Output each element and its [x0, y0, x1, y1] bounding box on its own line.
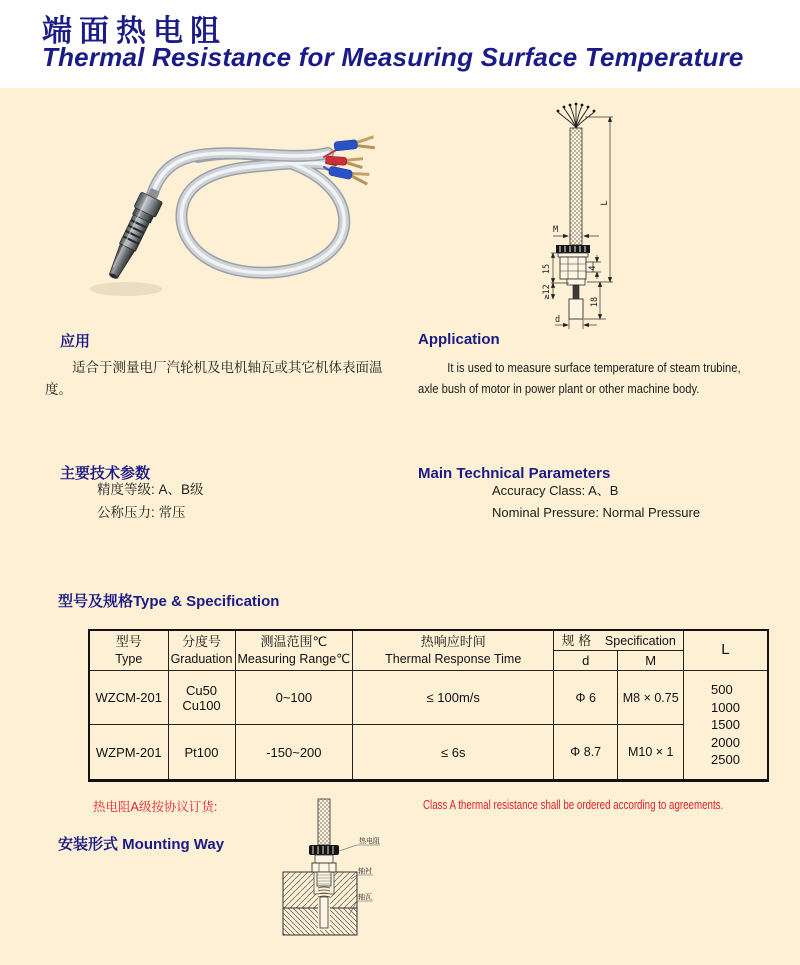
graduation-line1: Pt100 [184, 744, 219, 760]
dim-label-l: L [600, 200, 610, 206]
application-body-en-line1: It is used to measure surface temperature of steam trubine, [447, 360, 741, 375]
nominal-pressure-zh: 公称压力: 常压 [97, 505, 186, 520]
col-header-range-en: Measuring Range℃ [237, 651, 351, 666]
l-value: 500 [711, 682, 733, 698]
product-photo [88, 105, 388, 315]
dimension-drawing [495, 95, 695, 330]
probe [102, 185, 167, 284]
application-heading-zh: 应用 [60, 333, 91, 350]
col-header-l: L [684, 630, 768, 671]
col-header-spec-zh: 规 格 [561, 632, 592, 648]
col-header-response-en: Thermal Response Time [385, 651, 522, 666]
order-note-en: Class A thermal resistance shall be ordered according to agreements. [423, 798, 724, 812]
photo-shadow [90, 282, 162, 296]
application-heading-en: Application [418, 331, 500, 348]
cell-m: M8 × 0.75 [618, 671, 684, 725]
label-bearing: 轴瓦 [358, 894, 372, 901]
col-header-graduation-en: Graduation [170, 651, 233, 666]
cell-type: WZCM-201 [89, 671, 168, 725]
dim-label-d: d [555, 315, 561, 325]
graduation-line1: Cu50 [185, 682, 218, 698]
order-note-zh: 热电阻A级按协议订货: [93, 800, 218, 814]
col-header-spec-en: Specification [604, 633, 676, 648]
parameters-list-en [418, 480, 700, 524]
lead-wires [557, 103, 596, 128]
col-header-response-zh: 热响应时间 [420, 634, 486, 650]
dim-label-4: 4 [588, 265, 598, 271]
dim-label-18: 18 [590, 296, 600, 308]
spec-heading: 型号及规格Type & Specification [58, 593, 280, 610]
nominal-pressure-en: Nominal Pressure: Normal Pressure [492, 505, 701, 520]
l-value: 1000 [711, 699, 740, 715]
cell-response: ≤ 6s [353, 725, 554, 781]
col-header-d: d [554, 651, 618, 671]
label-rtd: 热电阻 [359, 838, 380, 845]
label-bushing: 轴衬 [358, 868, 372, 875]
cell-m: M10 × 1 [618, 725, 684, 781]
graduation-line2: Cu100 [182, 697, 221, 713]
application-body-en [418, 357, 741, 399]
mounting-heading: 安装形式 Mounting Way [58, 836, 225, 853]
cell-graduation [168, 671, 235, 725]
cell-range: 0~100 [235, 671, 353, 725]
page-title-zh: 端面热电阻 [42, 15, 227, 48]
braided-cable [152, 149, 344, 273]
col-header-type-en: Type [115, 651, 143, 666]
col-header-graduation-zh: 分度号 [181, 634, 221, 650]
l-value: 2500 [711, 752, 740, 768]
dim-label-15: 15 [542, 263, 552, 275]
spec-table [88, 629, 769, 782]
parameters-list-zh [60, 478, 204, 524]
cell-l-values [684, 671, 768, 781]
braid-sheath [570, 128, 582, 245]
col-header-m: M [618, 651, 684, 671]
cell-response: ≤ 100m/s [353, 671, 554, 725]
mounting-diagram [265, 795, 465, 945]
cell-type: WZPM-201 [89, 725, 168, 781]
col-header-type-zh: 型号 [115, 634, 142, 650]
col-header-graduation [168, 630, 235, 671]
accuracy-class-zh: 精度等级: A、B级 [97, 482, 204, 497]
cell-d: Φ 8.7 [554, 725, 618, 781]
col-header-specification [554, 630, 684, 651]
parameters-heading-zh: 主要技术参数 [60, 465, 151, 482]
cell-range: -150~200 [235, 725, 353, 781]
accuracy-class-en: Accuracy Class: A、B [492, 483, 619, 498]
table-row-wzpm [89, 725, 768, 781]
col-header-range [235, 630, 353, 671]
page-title-en: Thermal Resistance for Measuring Surface Temperature [42, 42, 744, 72]
parameters-heading-en: Main Technical Parameters [418, 465, 611, 482]
cell-graduation [168, 725, 235, 781]
l-value: 1500 [711, 717, 740, 733]
application-body-zh: 适合于测量电厂汽轮机及电机轴瓦或其它机体表面温度。 [45, 360, 383, 397]
fork-terminals [325, 137, 374, 184]
table-row-wzcm [89, 671, 768, 725]
col-header-type [89, 630, 168, 671]
l-value: 2000 [711, 734, 740, 750]
col-header-range-zh: 测温范围℃ [260, 634, 328, 650]
dim-label-m: M [553, 225, 559, 235]
application-body-en-line2: axle bush of motor in power plant or other machine body. [418, 381, 700, 396]
cell-d: Φ 6 [554, 671, 618, 725]
col-header-response [353, 630, 554, 671]
dim-label-ge12: ≥12 [542, 284, 552, 300]
